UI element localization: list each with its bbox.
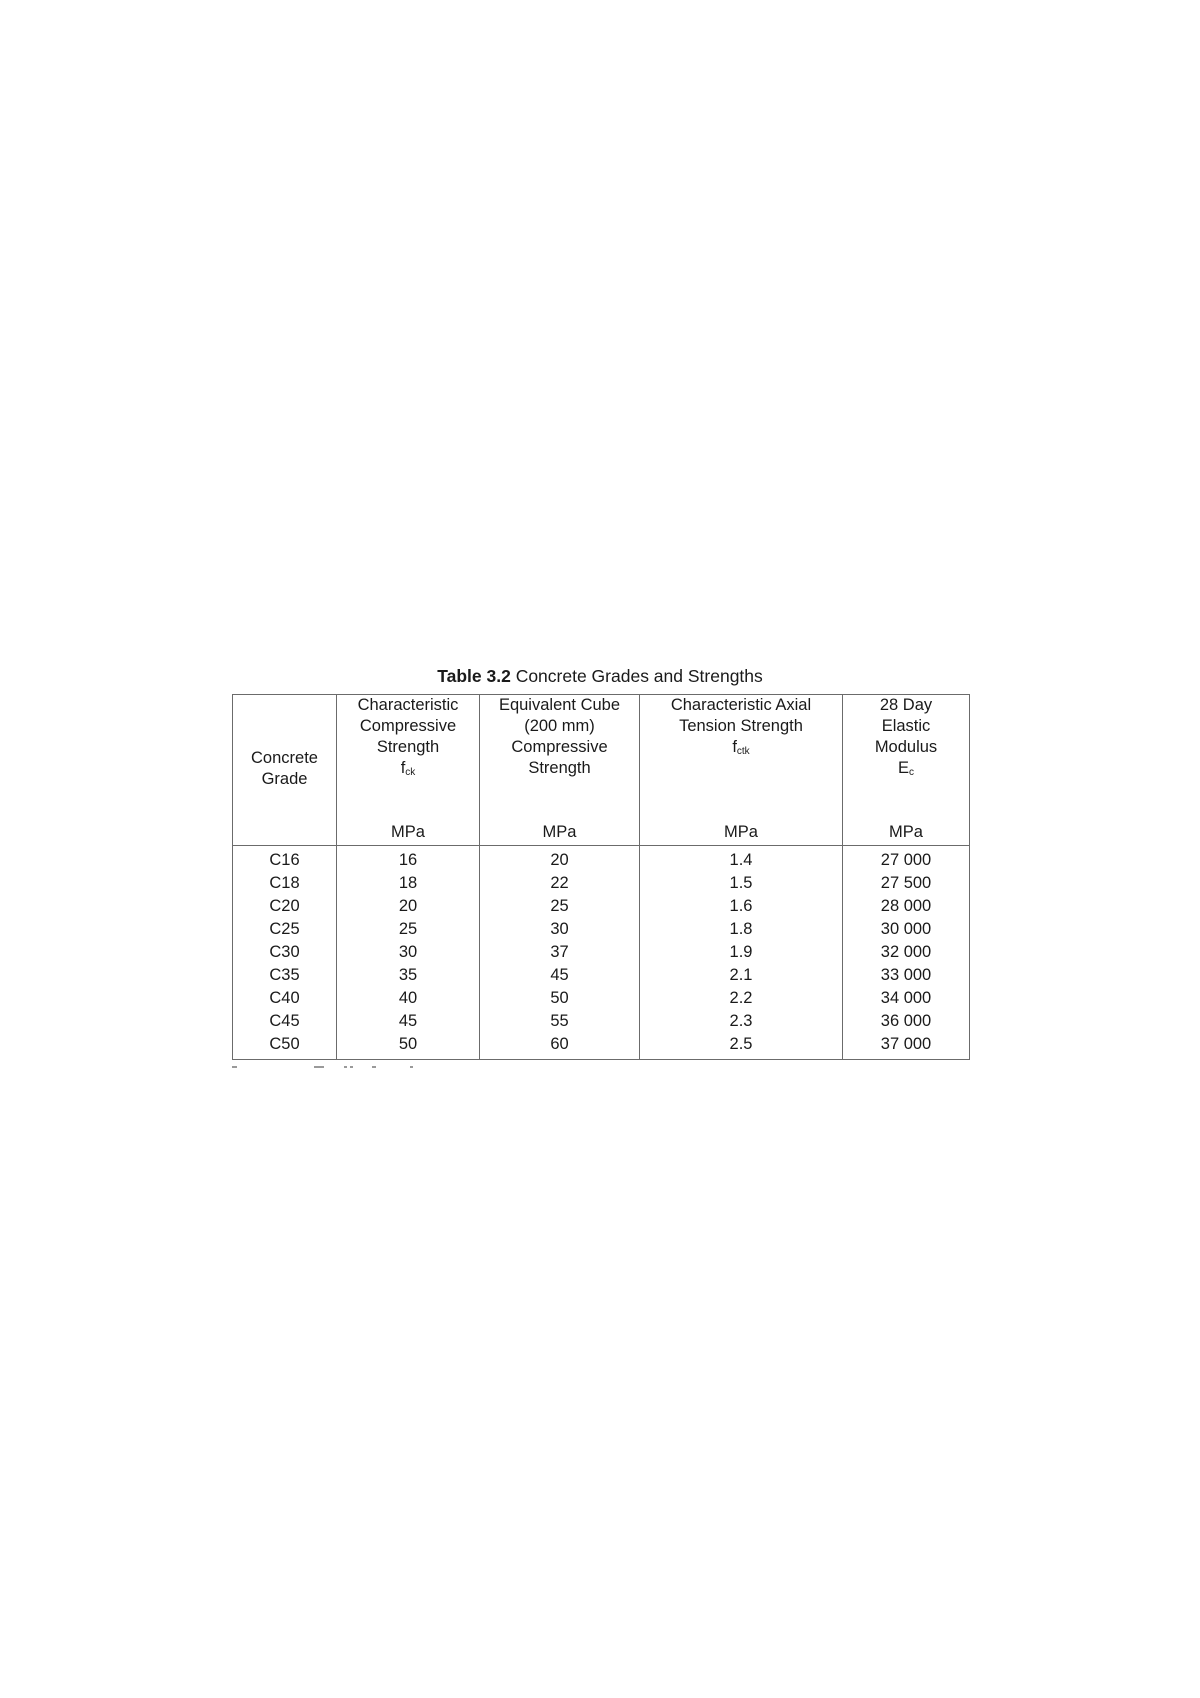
cell-fctk: 2.2 (640, 987, 843, 1010)
table-row (233, 872, 970, 895)
cell-grade: C40 (233, 987, 337, 1010)
header-line: Compressive (511, 738, 608, 756)
unit-cell: MPa (843, 819, 970, 846)
cell-fctk: 2.3 (640, 1010, 843, 1033)
cell-fck: 18 (337, 872, 480, 895)
cell-fctk: 1.9 (640, 941, 843, 964)
cell-fck: 40 (337, 987, 480, 1010)
cell-cube: 25 (480, 895, 640, 918)
unit-cell: MPa (480, 819, 640, 846)
header-symbol: $f_{ck}$ (400, 759, 416, 778)
cell-ec: 27 500 (843, 872, 970, 895)
unit-cell: MPa (337, 819, 480, 846)
cut-off-footnote-fragment (232, 1066, 462, 1069)
cell-fctk: 1.5 (640, 872, 843, 895)
unit-cell-empty (233, 819, 337, 846)
cell-cube: 37 (480, 941, 640, 964)
header-line: Strength (376, 738, 440, 756)
header-line: Tension Strength (679, 717, 803, 735)
unit-cell: MPa (640, 819, 843, 846)
cell-grade: C18 (233, 872, 337, 895)
cell-cube: 50 (480, 987, 640, 1010)
cell-cube: 22 (480, 872, 640, 895)
table-body (233, 846, 970, 1060)
header-characteristic-compressive-strength (337, 695, 480, 820)
concrete-grades-table (232, 694, 970, 1060)
table-caption (232, 665, 968, 687)
cell-fck: 35 (337, 964, 480, 987)
cell-ec: 28 000 (843, 895, 970, 918)
cell-grade: C16 (233, 846, 337, 873)
cell-ec: 36 000 (843, 1010, 970, 1033)
cell-fck: 25 (337, 918, 480, 941)
cell-ec: 33 000 (843, 964, 970, 987)
table-row (233, 1010, 970, 1033)
cell-grade: C20 (233, 895, 337, 918)
cell-ec: 34 000 (843, 987, 970, 1010)
table-caption-text: Concrete Grades and Strengths (515, 666, 763, 686)
table-header (233, 695, 970, 846)
cell-fck: 30 (337, 941, 480, 964)
header-line: Grade (261, 770, 308, 788)
header-line: Equivalent Cube (498, 696, 621, 714)
header-concrete-grade (233, 695, 337, 820)
cell-ec: 32 000 (843, 941, 970, 964)
header-line: Concrete (251, 749, 318, 767)
cell-grade: C35 (233, 964, 337, 987)
header-elastic-modulus (843, 695, 970, 820)
table-caption-number: Table 3.2 (437, 666, 511, 686)
header-characteristic-axial-tension-strength (640, 695, 843, 820)
cell-fck: 45 (337, 1010, 480, 1033)
cell-grade: C45 (233, 1010, 337, 1033)
table-row (233, 918, 970, 941)
cell-cube: 45 (480, 964, 640, 987)
cell-fctk: 1.4 (640, 846, 843, 873)
header-line: Characteristic Axial (670, 696, 812, 714)
units-row (233, 819, 970, 846)
table-row (233, 846, 970, 873)
cell-cube: 60 (480, 1033, 640, 1060)
cell-fctk: 1.8 (640, 918, 843, 941)
cell-fctk: 2.5 (640, 1033, 843, 1060)
cell-fck: 20 (337, 895, 480, 918)
cell-grade: C30 (233, 941, 337, 964)
cell-ec: 37 000 (843, 1033, 970, 1060)
table-row (233, 941, 970, 964)
cell-grade: C50 (233, 1033, 337, 1060)
table-row (233, 895, 970, 918)
header-symbol: $E_c$ (897, 759, 914, 778)
header-symbol: $f_{ctk}$ (732, 738, 750, 757)
cell-cube: 20 (480, 846, 640, 873)
header-line: Modulus (874, 738, 938, 756)
cell-fck: 16 (337, 846, 480, 873)
header-line: Characteristic (357, 696, 459, 714)
cell-ec: 30 000 (843, 918, 970, 941)
table-row (233, 1033, 970, 1060)
cell-cube: 55 (480, 1010, 640, 1033)
header-line: 28 Day (879, 696, 933, 714)
cell-cube: 30 (480, 918, 640, 941)
header-line: (200 mm) (524, 717, 595, 735)
header-line: Strength (528, 759, 591, 777)
cell-fctk: 1.6 (640, 895, 843, 918)
header-equivalent-cube-strength (480, 695, 640, 820)
cell-ec: 27 000 (843, 846, 970, 873)
header-row (233, 695, 970, 820)
cell-fctk: 2.1 (640, 964, 843, 987)
cell-grade: C25 (233, 918, 337, 941)
cell-fck: 50 (337, 1033, 480, 1060)
table-row (233, 987, 970, 1010)
header-line: Compressive (359, 717, 457, 735)
header-line: Elastic (881, 717, 931, 735)
table-row (233, 964, 970, 987)
